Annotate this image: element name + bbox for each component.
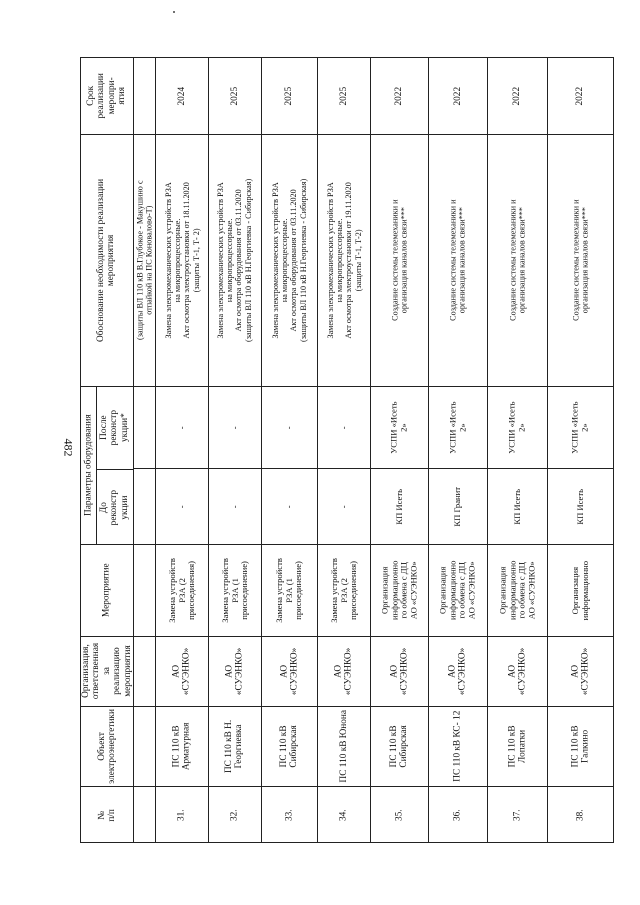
cell-after [488,386,547,468]
cell-org [262,636,317,706]
cell-object-text: ПС 110 кВ Юнона [338,710,349,783]
cell-object [134,706,155,786]
table-row [317,58,370,842]
cell-org [134,636,155,706]
cell-after [156,386,208,468]
cell-term-text: 2025 [229,86,240,106]
header-num: № п/п [81,786,133,844]
table-row [133,58,155,842]
cell-justification [318,134,370,386]
cell-org-text: АО «СУЭНКО» [333,647,354,696]
cell-object [548,706,613,786]
cell-before [548,468,613,544]
cell-before [156,468,208,544]
cell-org-text: АО «СУЭНКО» [171,647,192,696]
cell-before [488,468,547,544]
table-row [155,58,208,842]
measures-table [80,57,614,843]
table-row [547,58,613,842]
cell-before-text: КП Исеть [393,488,404,525]
cell-org [209,636,261,706]
cell-org-text: АО «СУЭНКО» [570,647,591,696]
cell-before-text: - [229,505,240,508]
cell-measure-text: Организация информационно го обмена с ДЦ АО «СУЭНКО» [437,560,477,621]
cell-num [318,786,370,844]
cell-num [429,786,487,844]
cell-measure-text: Организация информационно [569,560,590,621]
cell-object [429,706,487,786]
table-row [370,58,428,842]
cell-measure [429,544,487,636]
cell-num-text: 35. [394,809,405,822]
table-row [487,58,547,842]
cell-justification-text: Создание системы телемеханики и организация каналов связи*** [390,199,409,322]
cell-object-text: ПС 110 кВ Лопатки [507,725,528,768]
cell-justification [548,134,613,386]
cell-measure [371,544,428,636]
cell-term [156,58,208,134]
cell-before [209,468,261,544]
cell-before [429,468,487,544]
cell-object [318,706,370,786]
header-measure: Мероприятие [81,544,133,636]
cell-term-text: 2022 [452,86,463,106]
cell-term-text: 2025 [338,86,349,106]
cell-num-text: 38. [575,809,586,822]
cell-measure-text: Замена устройств РЗА (2 присоединения) [166,558,196,623]
cell-after [548,386,613,468]
cell-measure [548,544,613,636]
cell-term-text: 2022 [394,86,405,106]
header-object: Объект электроэнергетики [81,706,133,786]
cell-term [548,58,613,134]
page-number: 482 [61,438,76,457]
cell-before-text: КП Исеть [511,488,522,525]
cell-num [134,786,155,844]
cell-term [262,58,317,134]
table-header-row [81,58,133,842]
cell-object-text: ПС 110 кВ Сибирская [389,725,410,768]
cell-object [156,706,208,786]
cell-justification [209,134,261,386]
cell-before-text: - [283,505,294,508]
cell-after-text: УСПИ «Исеть 2» [388,401,409,454]
cell-org [318,636,370,706]
cell-org [488,636,547,706]
cell-object-text: ПС 110 кВ КС- 12 [452,710,463,783]
cell-term [429,58,487,134]
cell-term [209,58,261,134]
cell-num-text: 31. [176,809,187,822]
cell-measure [318,544,370,636]
cell-before [318,468,370,544]
cell-after-text: - [283,426,294,429]
cell-justification [156,134,208,386]
scan-speck [173,11,175,13]
cell-object [262,706,317,786]
header-params-group [81,386,133,544]
cell-after-text: - [338,426,349,429]
cell-term [134,58,155,134]
cell-measure [156,544,208,636]
cell-object [209,706,261,786]
cell-after [262,386,317,468]
cell-org [156,636,208,706]
cell-num [209,786,261,844]
cell-org-text: АО «СУЭНКО» [507,647,528,696]
header-before: До реконстр укции [97,469,133,544]
cell-num-text: 33. [284,809,295,822]
cell-justification [134,134,155,386]
cell-before [134,468,155,544]
cell-object [488,706,547,786]
cell-justification [371,134,428,386]
cell-after-text: УСПИ «Исеть 2» [447,401,467,454]
cell-after [318,386,370,468]
cell-org [371,636,428,706]
table-row [261,58,317,842]
cell-before-text: КП Исеть [574,488,585,525]
cell-justification-text: Создание системы телемеханики и организация каналов связи*** [508,199,527,322]
header-after: После реконстр укции* [99,410,131,446]
cell-object-text: ПС 110 кВ Арматурная [171,722,192,771]
cell-org [429,636,487,706]
cell-justification [262,134,317,386]
cell-num [156,786,208,844]
cell-before [262,468,317,544]
cell-measure-text: Замена устройств РЗА (1 присоединение) [274,558,304,623]
cell-measure [262,544,317,636]
cell-justification-text: Замена электромеханических устройств РЗА на микропроцессорные. Акт осмотра электроустановки от 19.11.2020 (защиты Т-1, Т-2) [325,182,363,339]
cell-term-text: 2024 [176,86,187,106]
cell-term [371,58,428,134]
cell-term-text: 2025 [284,86,295,106]
cell-object-text: ПС 110 кВ Сибирская [279,725,300,768]
cell-after-text: УСПИ «Исеть 2» [506,401,527,454]
cell-org [548,636,613,706]
cell-term [488,58,547,134]
cell-object-text: ПС 110 кВ Н. Георгиевка [224,719,245,774]
cell-justification-text: Создание системы телемеханики и организация каналов связи*** [448,199,468,322]
cell-measure-text: Замена устройств РЗА (2 присоединения) [328,558,358,623]
header-term: Срок реализации меропри- ятия [86,73,128,119]
cell-term-text: 2022 [512,86,523,106]
cell-measure-text: Замена устройств РЗА (1 присоединение) [219,558,249,623]
cell-num-text: 32. [229,809,240,822]
cell-org-text: АО «СУЭНКО» [447,647,468,696]
header-params-label: Параметры оборудования [83,414,94,517]
cell-justification-text: (защиты ВЛ 110 кВ В.Глубокое - Макушино с отпайкой на ПС Коноваловo-Т) [135,180,154,341]
header-org: Организация, ответственная за реализацию мероприятия [81,636,133,706]
cell-num [548,786,613,844]
cell-before-text: КП Гранит [452,486,463,527]
cell-after-text: - [229,426,240,429]
cell-num [262,786,317,844]
cell-num-text: 37. [512,809,523,822]
cell-num-text: 34. [338,809,349,822]
cell-org-text: АО «СУЭНКО» [224,647,245,696]
cell-num-text: 36. [452,809,463,822]
cell-measure [134,544,155,636]
cell-before [371,468,428,544]
cell-term-text: 2022 [575,86,586,106]
cell-object-text: ПС 110 кВ Галкино [570,725,591,768]
cell-org-text: АО «СУЭНКО» [279,647,300,696]
table-row [428,58,487,842]
cell-object [371,706,428,786]
cell-org-text: АО «СУЭНКО» [389,647,410,696]
table-row [208,58,261,842]
cell-measure [488,544,547,636]
cell-after-text: - [176,426,187,429]
cell-justification [429,134,487,386]
cell-justification-text: Замена электромеханических устройств РЗА на микропроцессорные. Акт осмотра оборудования от 03.11.2020 (защиты ВЛ 110 кВ Н.Георгиевка - Сибирская) [216,178,254,343]
cell-justification-text: Создание системы телемеханики и организация каналов связи*** [571,199,590,322]
cell-justification-text: Замена электромеханических устройств РЗА на микропроцессорные. Акт осмотра оборудования от 03.11.2020 (защиты ВЛ 110 кВ Н.Георгиевка - Сибирская) [271,178,308,343]
cell-measure [209,544,261,636]
cell-num [371,786,428,844]
header-justification: Обоснование необходимости реализации мероприятия [81,134,133,386]
cell-after [429,386,487,468]
cell-measure-text: Организация информационно го обмена с ДЦ АО «СУЭНКО» [497,560,537,621]
cell-num [488,786,547,844]
cell-after [134,386,155,468]
cell-after [209,386,261,468]
cell-after-text: УСПИ «Исеть 2» [569,401,590,454]
cell-after [371,386,428,468]
cell-justification [488,134,547,386]
cell-term [318,58,370,134]
cell-before-text: - [176,505,187,508]
cell-measure-text: Организация информационно го обмена с ДЦ АО «СУЭНКО» [379,560,419,621]
cell-before-text: - [338,505,349,508]
cell-justification-text: Замена электромеханических устройств РЗА на микропроцессорные. Акт осмотра электроустановки от 18.11.2020 (защиты Т-1, Т- 2) [163,182,201,339]
